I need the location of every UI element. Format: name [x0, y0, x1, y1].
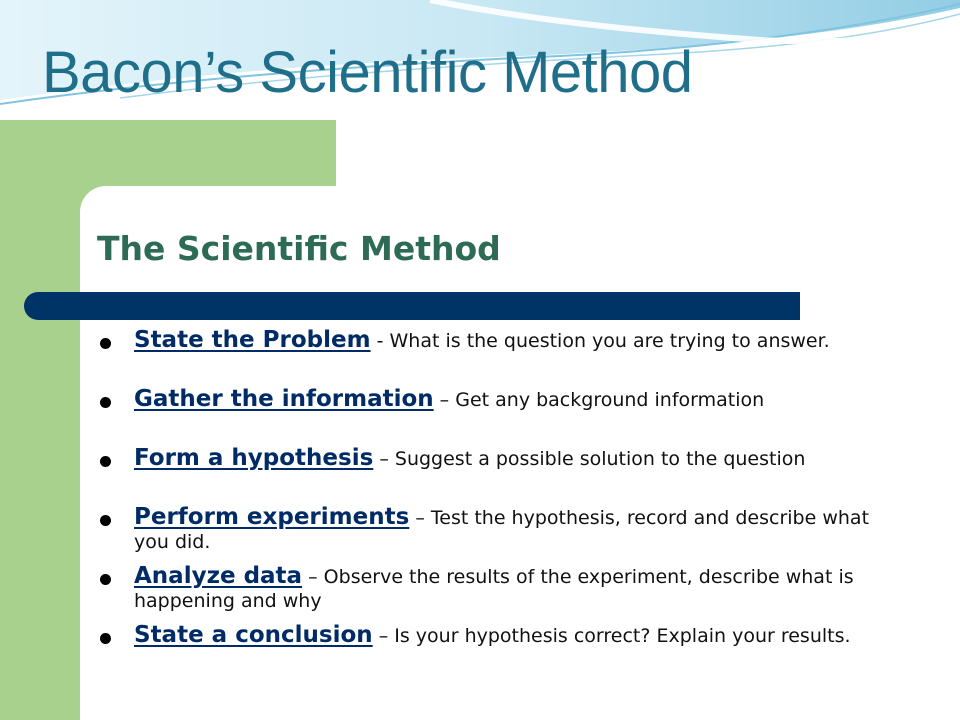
step-separator: –: [409, 507, 431, 529]
step-description: Get any background information: [455, 389, 765, 411]
step-separator: –: [433, 389, 456, 411]
step-item: [100, 446, 900, 505]
image-heading: The Scientific Method: [97, 229, 501, 268]
step-item: [100, 564, 900, 623]
step-item: [100, 328, 900, 387]
bullet-icon: [100, 515, 111, 526]
scientific-method-image: [0, 120, 960, 720]
method-steps-list: [100, 328, 900, 682]
slide-title: Bacon’s Scientific Method: [42, 40, 693, 105]
step-item: [100, 623, 900, 682]
step-description: Observe the results of the experiment, describe what is happening and why: [134, 566, 854, 612]
bullet-icon: [100, 338, 111, 349]
step-separator: –: [372, 625, 395, 647]
step-title: Perform experiments: [134, 504, 410, 530]
step-description: Test the hypothesis, record and describe what you did.: [134, 507, 870, 553]
step-separator: –: [373, 448, 395, 470]
step-separator: –: [302, 566, 324, 588]
step-description: What is the question you are trying to answer.: [389, 330, 830, 352]
step-title: State a conclusion: [134, 622, 373, 648]
step-description: Is your hypothesis correct? Explain your results.: [394, 625, 851, 647]
bullet-icon: [100, 397, 111, 408]
step-item: [100, 505, 900, 564]
bullet-icon: [100, 633, 111, 644]
bullet-icon: [100, 456, 111, 467]
step-item: [100, 387, 900, 446]
step-separator: -: [370, 330, 390, 352]
step-title: Gather the information: [134, 386, 434, 412]
step-description: Suggest a possible solution to the question: [394, 448, 806, 470]
heading-underline-bar: [24, 292, 800, 320]
step-title: Form a hypothesis: [134, 445, 374, 471]
bullet-icon: [100, 574, 111, 585]
step-title: Analyze data: [134, 563, 303, 589]
step-title: State the Problem: [134, 327, 371, 353]
